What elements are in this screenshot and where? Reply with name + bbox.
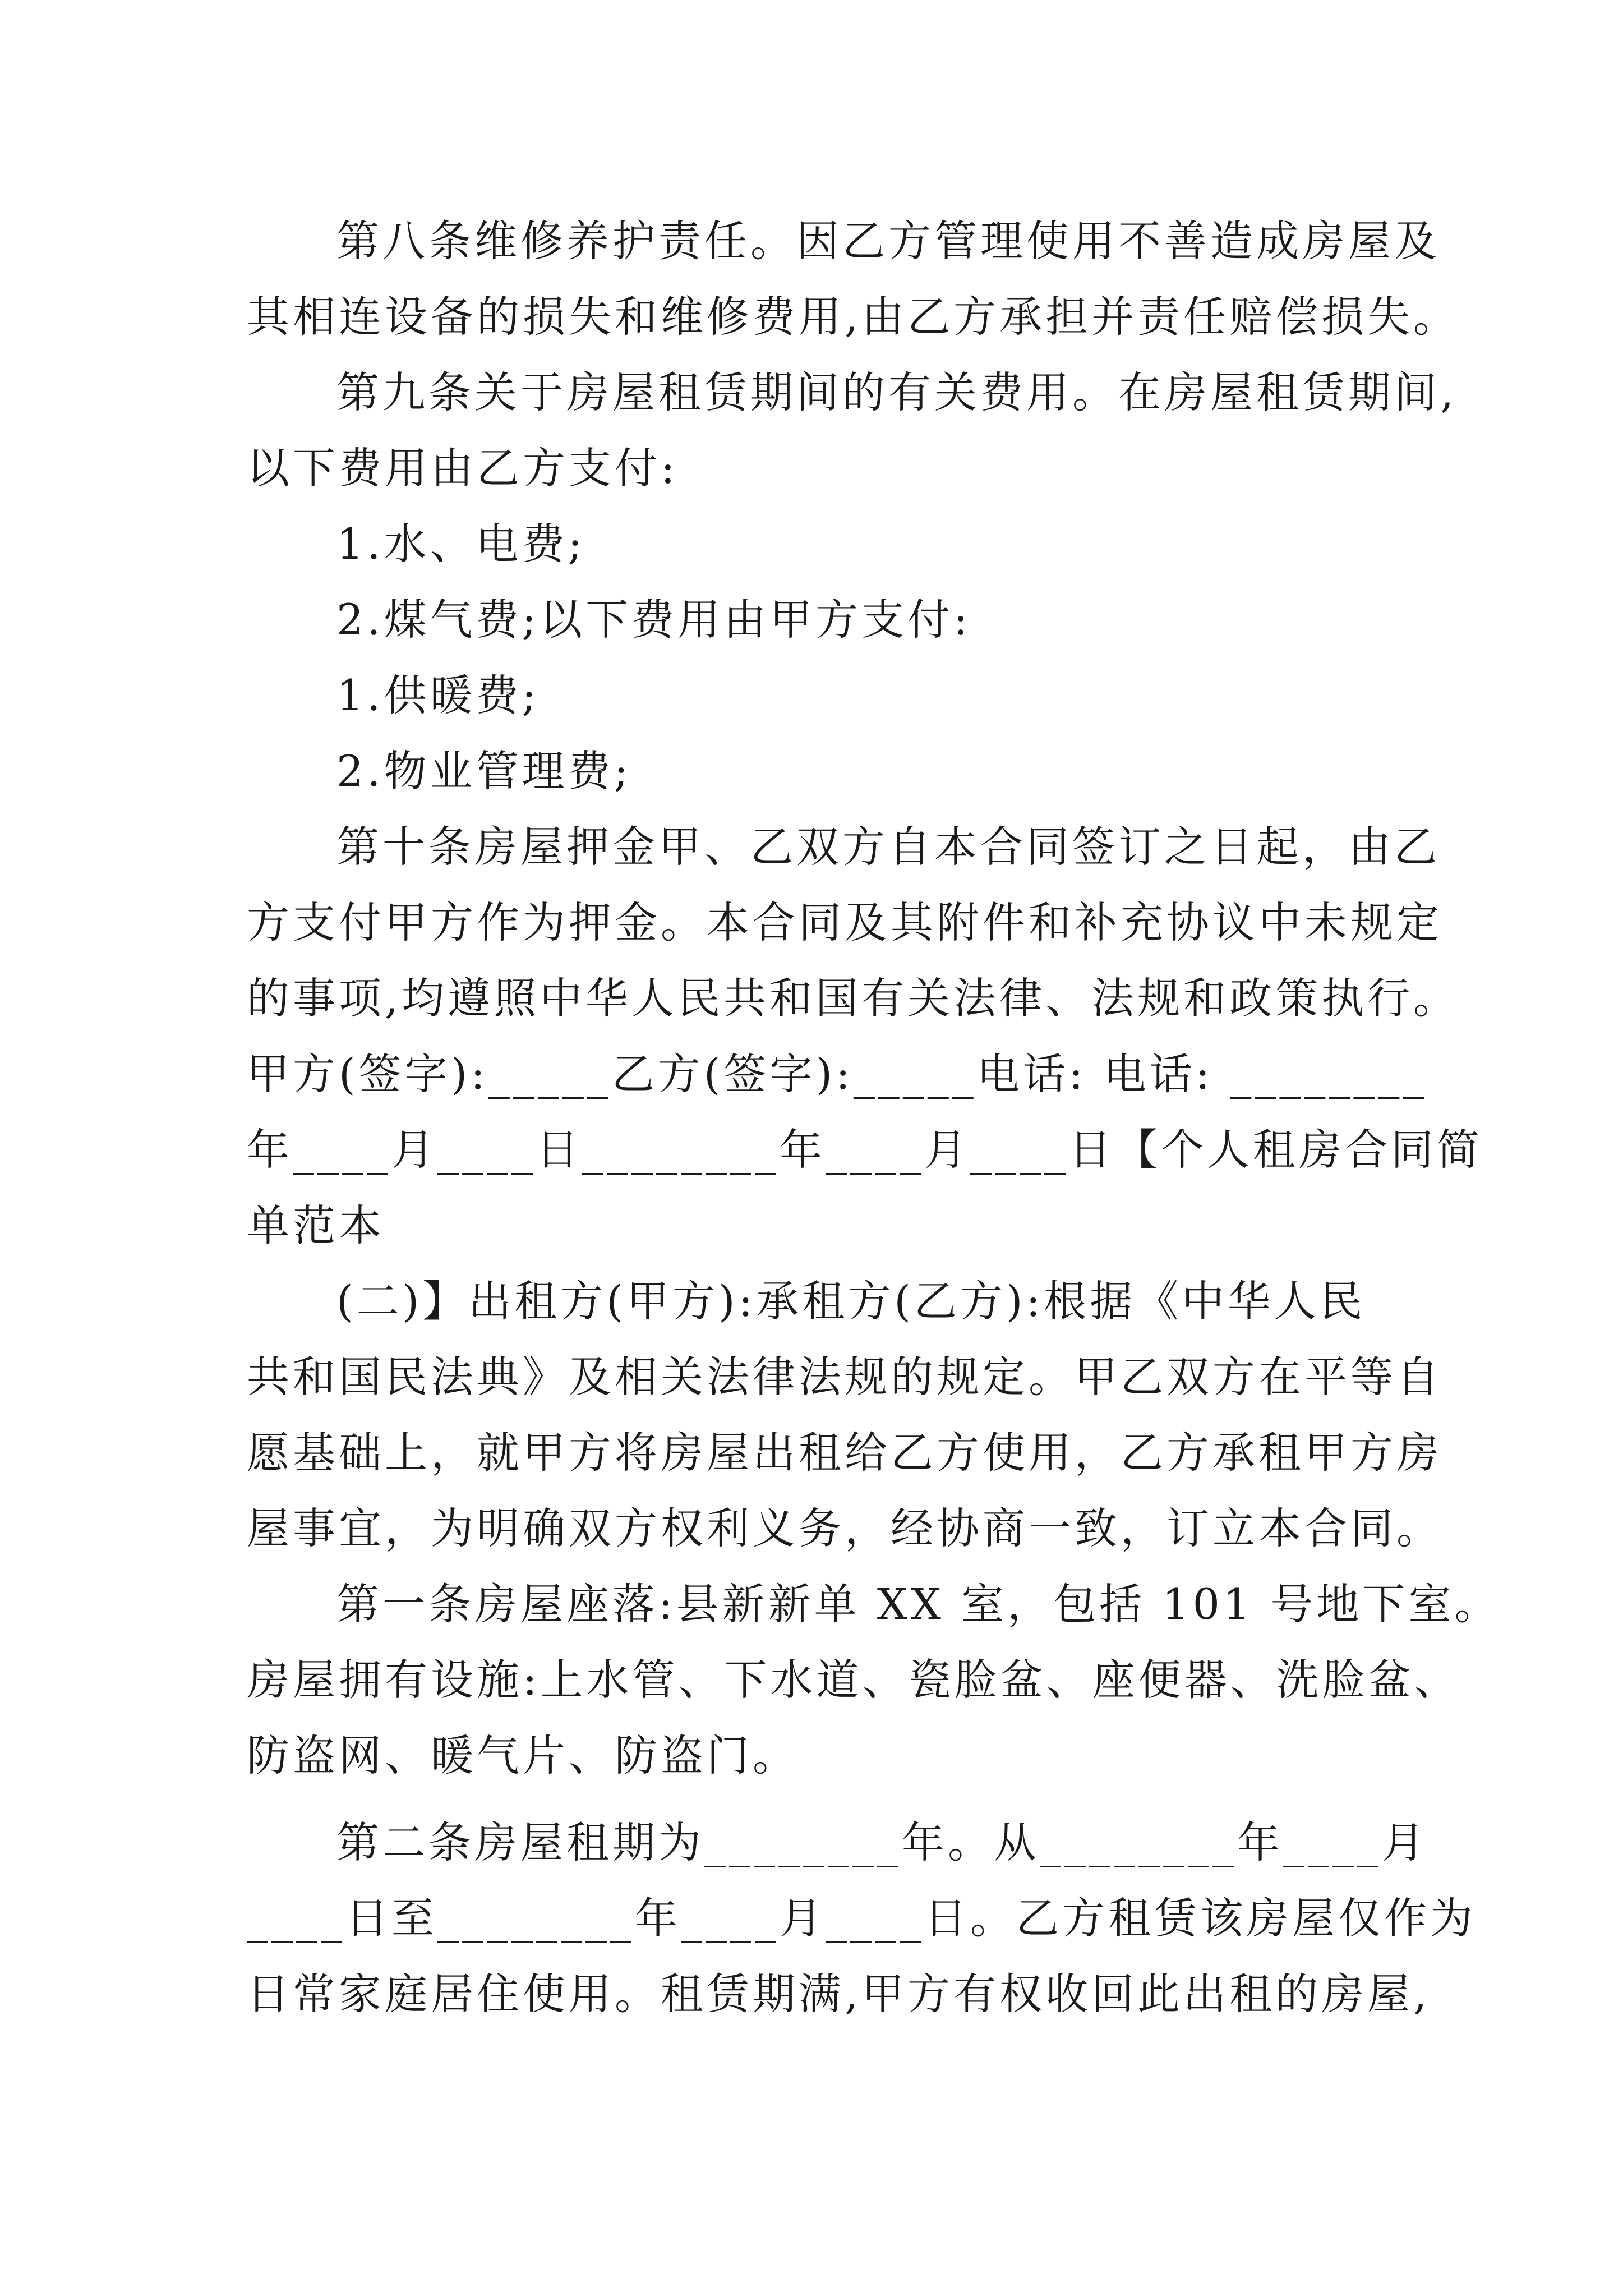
text-line: 防盗网、暖气片、防盗门。	[247, 1731, 799, 1780]
text-line: 第一条房屋座落:县新新单 XX 室，包括 101 号地下室。	[336, 1579, 1501, 1629]
date-line: 年____月____日________年____月____日【个人租房合同简	[247, 1125, 1483, 1175]
text-line: 以下费用由乙方支付:	[247, 443, 679, 493]
text-line: 第九条关于房屋租赁期间的有关费用。在房屋租赁期间,	[336, 367, 1458, 417]
signature-line: 甲方(签字):_____乙方(签字):_____电话: 电话: ________	[247, 1049, 1428, 1099]
text-line: 2.物业管理费;	[336, 746, 632, 796]
text-line: 第二条房屋租期为________年。从________年____月	[336, 1818, 1428, 1867]
text-line: 共和国民法典》及相关法律法规的规定。甲乙双方在平等自	[247, 1352, 1442, 1402]
text-line: (二)】出租方(甲方):承租方(乙方):根据《中华人民	[336, 1276, 1366, 1326]
text-line: 1.供暖费;	[336, 670, 540, 720]
text-line: 第十条房屋押金甲、乙双方自本合同签订之日起，由乙	[336, 822, 1440, 872]
text-line: ____日至________年____月____日。乙方租赁该房屋仅作为	[247, 1893, 1476, 1943]
text-line: 2.煤气费;以下费用由甲方支付:	[336, 595, 971, 645]
text-line: 其相连设备的损失和维修费用,由乙方承担并责任赔偿损失。	[247, 292, 1460, 342]
text-line: 单范本	[247, 1200, 385, 1250]
text-line: 房屋拥有设施:上水管、下水道、瓷脸盆、座便器、洗脸盆、	[247, 1655, 1460, 1705]
text-line: 1.水、电费;	[336, 519, 586, 569]
text-line: 第八条维修养护责任。因乙方管理使用不善造成房屋及	[336, 216, 1440, 266]
text-line: 方支付甲方作为押金。本合同及其附件和补充协议中未规定	[247, 898, 1442, 947]
text-line: 日常家庭居住使用。租赁期满,甲方有权收回此出租的房屋,	[247, 1969, 1431, 2019]
text-line: 愿基础上，就甲方将房屋出租给乙方使用，乙方承租甲方房	[247, 1428, 1442, 1478]
text-line: 的事项,均遵照中华人民共和国有关法律、法规和政策执行。	[247, 973, 1460, 1023]
text-line: 屋事宜，为明确双方权利义务，经协商一致，订立本合同。	[247, 1503, 1442, 1553]
